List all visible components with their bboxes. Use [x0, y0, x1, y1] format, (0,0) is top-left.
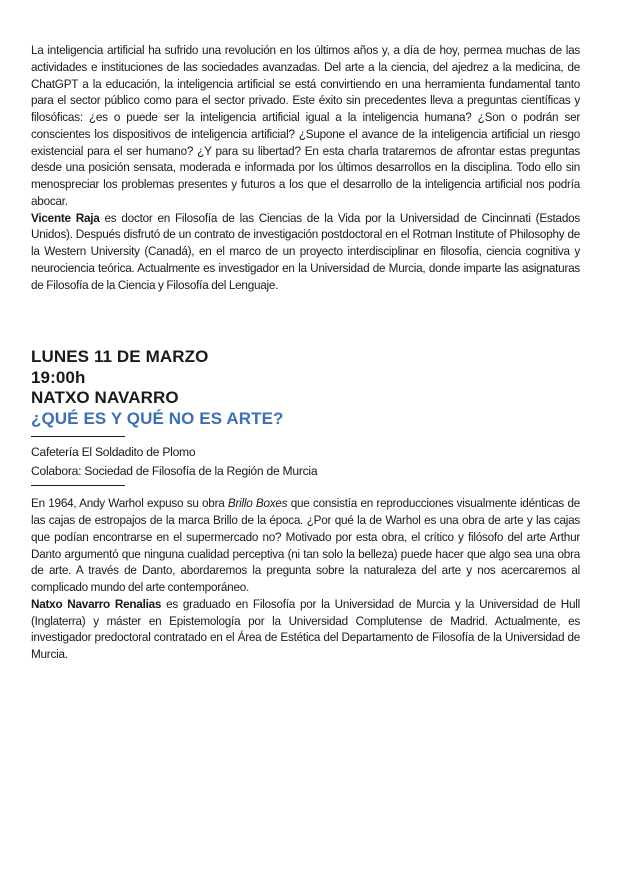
event-abstract-paragraph — [31, 495, 580, 663]
event-bio-name: Natxo Navarro Renalias — [31, 596, 162, 611]
event-time: 19:00h — [31, 367, 86, 387]
intro-abstract-text: La inteligencia artificial ha sufrido una revolución en los últimos años y, a día de hoy, permea muchas de las actividades e instituciones de las sociedades avanzadas. Del arte a la ciencia, del ajedrez a la medicina, de ChatGPT a la educación, la inteligencia artificial se está convirtiendo en una herramienta fundamental tanto para el sector público como para el sector privado. Este éxito sin precedentes lleva a preguntas científicas y filosóficas: ¿es o puede ser la inteligencia artificial igual a la inteligencia humana? ¿Son o podrán ser conscientes los dispositivos de inteligencia artificial? ¿Supone el avance de la inteligencia artificial un riesgo existencial para el ser humano? ¿Y para su libertad? En esta charla trataremos de afrontar estas preguntas desde una posición sensata, moderada e informada por los últimos desarrollos en la disciplina. Todo ello sin menospreciar los problemas presentes y futuros a los que el desarrollo de la inteligencia artificial nos podría abocar. — [31, 43, 581, 208]
intro-abstract-paragraph — [31, 42, 580, 293]
event-date: LUNES 11 DE MARZO — [31, 347, 209, 367]
document-page — [31, 42, 580, 663]
event-header — [31, 347, 580, 429]
event-collaborator: Colabora: Sociedad de Filosofía de la Región de Murcia — [31, 463, 318, 478]
event-bio-text: es graduado en Filosofía por la Universidad de Murcia y la Universidad de Hull (Inglaterra) y máster en Epistemología por la Universidad Complutense de Madrid. Actualmente, es investigador predoctoral contratado en el Área de Estética del Departamento de Filosofía de la Universidad de Murcia. — [31, 596, 581, 661]
intro-bio-text: es doctor en Filosofía de las Ciencias de la Vida por la Universidad de Cincinnati (Estados Unidos). Después disfrutó de un contrato de investigación postdoctoral en el Rotman Institute of Philosophy de la Western University (Canadá), en el marco de un proyecto interdisciplinar en filosofía, ciencia cognitiva y neurociencia teórica. Actualmente es investigador en la Universidad de Murcia, donde imparte las asignaturas de Filosofía de la Ciencia y Filosofía del Lenguaje. — [31, 210, 581, 292]
intro-bio-name: Vicente Raja — [31, 210, 100, 225]
event-abstract-after: que consistía en reproducciones visualmente idénticas de las cajas de estropajos de la marca Brillo de la época. ¿Por qué la de Warhol es una obra de arte y las cajas que podían encontrarse en el supermercado no? Motivado por esta obra, el crítico y filósofo del arte Arthur Danto argumentó que ninguna cualidad perceptiva (ni tan solo la belleza) puede hacer que algo sea una obra de arte. A través de Danto, abordaremos la pregunta sobre la naturaleza del arte y nos acercaremos al complicado mundo del arte contemporáneo. — [31, 496, 581, 594]
event-title: ¿QUÉ ES Y QUÉ NO ES ARTE? — [31, 408, 284, 428]
event-abstract-work: Brillo Boxes — [227, 496, 288, 511]
divider-bottom — [31, 485, 125, 486]
event-speaker: NATXO NAVARRO — [31, 388, 179, 408]
event-abstract-before: En 1964, Andy Warhol expuso su obra — [31, 496, 228, 511]
event-venue: Cafetería El Soldadito de Plomo — [31, 445, 196, 460]
divider-top — [31, 436, 125, 437]
